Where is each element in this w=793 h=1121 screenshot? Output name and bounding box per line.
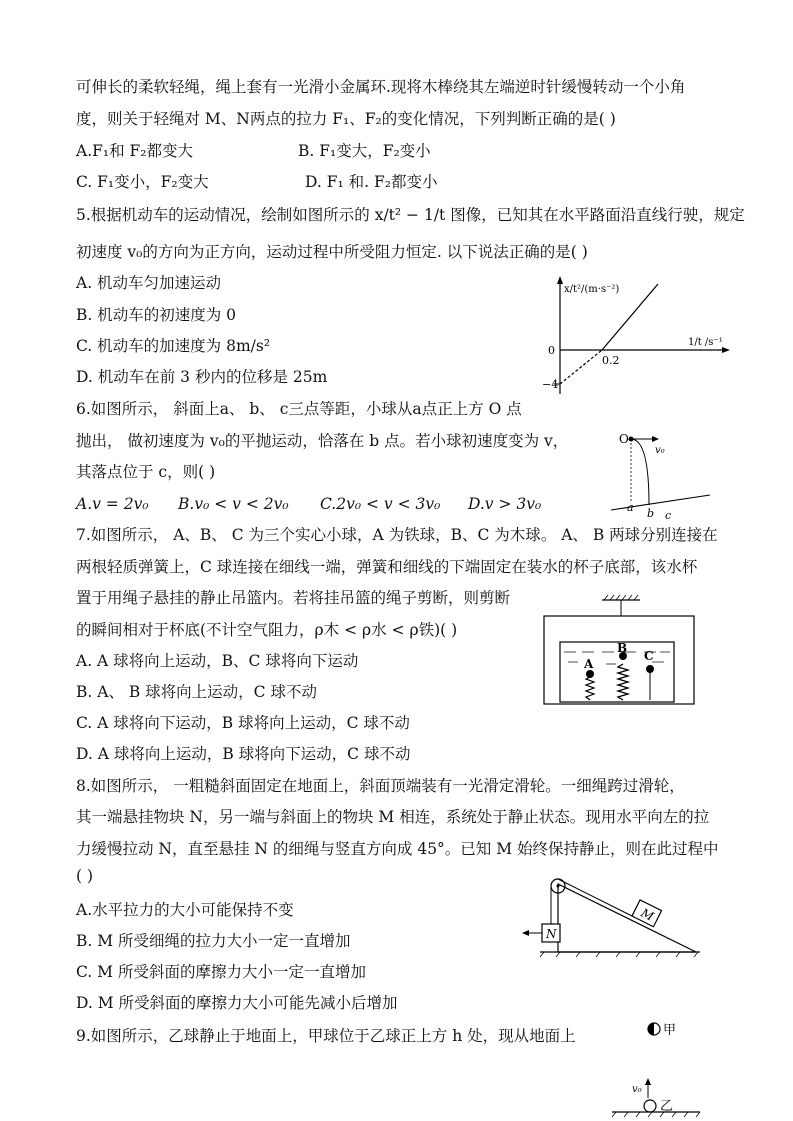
q6-line1: 6.如图所示， 斜面上a、 b、 c三点等距，小球从a点正上方 O 点 <box>76 400 522 418</box>
label-yi: 乙 <box>660 1099 674 1114</box>
q8-line4: ( ) <box>76 867 94 885</box>
q7-line4: 的瞬间相对于杯底(不计空气阻力，ρ木 < ρ水 < ρ铁)( ) <box>76 621 458 639</box>
q8-option-c: C. M 所受斜面的摩擦力大小一定一直增加 <box>76 963 366 981</box>
incline-line <box>611 495 710 510</box>
q4-line2: 度，则关于轻绳对 M、N两点的拉力 F₁、F₂的变化情况，下列判断正确的是( ) <box>76 110 616 128</box>
y-axis-label: x/t²/(m·s⁻²) <box>564 284 620 295</box>
q8-figure <box>520 872 710 962</box>
q4-option-c: C. F₁变小，F₂变大 <box>76 173 209 191</box>
q5-line1: 5.根据机动车的运动情况，绘制如图所示的 x/t² − 1/t 图像，已知其在水平路面沿直线行驶，规定 <box>76 206 745 224</box>
q8-option-b: B. M 所受细绳的拉力大小一定一直增加 <box>76 932 351 950</box>
ball-a <box>586 670 594 678</box>
q5-line2: 初速度 v₀的方向为正方向，运动过程中所受阻力恒定. 以下说法正确的是( ) <box>76 243 588 261</box>
ceiling-hatch <box>604 595 638 600</box>
q4-option-a: A.F₁和 F₂都变大 <box>76 142 193 160</box>
q5-option-d: D. 机动车在前 3 秒内的位移是 25m <box>76 368 328 386</box>
q7-option-c: C. A 球将向下运动，B 球将向上运动，C 球不动 <box>76 714 410 732</box>
ground-hatch <box>540 952 698 957</box>
q8-line3: 力缓慢拉动 N，直至悬挂 N 的细绳与竖直方向成 45°。已知 M 始终保持静止，则在此过程中 <box>76 840 719 858</box>
pulley-axle <box>557 885 560 888</box>
q4-line1: 可伸长的柔软轻绳，绳上套有一光滑小金属环.现将木棒绕其左端逆时针缓慢转动一个小角 <box>76 78 686 96</box>
q6-line2: 抛出， 做初速度为 v₀的平抛运动，恰落在 b 点。若小球初速度变为 v， <box>76 432 569 450</box>
q6-option-b: B.v₀ < v < 2v₀ <box>178 495 289 513</box>
q6-option-d: D.v > 3v₀ <box>468 495 542 513</box>
label-b: B <box>617 641 628 655</box>
x-axis-label: 1/t /s⁻¹ <box>688 337 723 348</box>
ground-hatch <box>612 1112 700 1117</box>
q7-figure <box>540 592 700 710</box>
spring-a <box>586 677 594 700</box>
q8-line1: 8.如图所示， 一粗糙斜面固定在地面上，斜面顶端装有一光滑定滑轮。一细绳跨过滑轮， <box>76 777 685 795</box>
q5-option-b: B. 机动车的初速度为 0 <box>76 306 237 324</box>
q5-option-a: A. 机动车匀加速运动 <box>76 274 222 292</box>
x-tick-label: 0.2 <box>602 354 620 367</box>
label-v0: v₀ <box>632 1084 642 1095</box>
label-jia: 甲 <box>663 1023 677 1038</box>
ball-c <box>646 665 654 673</box>
label-a: A <box>584 657 594 671</box>
q6-figure <box>605 425 715 525</box>
label-m: M <box>638 905 656 924</box>
y-axis-arrow <box>557 276 563 284</box>
x-axis-arrow <box>722 347 730 353</box>
label-v0: v₀ <box>655 445 665 456</box>
q8-option-d: D. M 所受斜面的摩擦力大小可能先减小后增加 <box>76 994 398 1012</box>
incline <box>558 884 696 952</box>
q7-option-a: A. A 球将向上运动，B、C 球将向下运动 <box>76 652 359 670</box>
q4-option-b: B. F₁变大，F₂变小 <box>298 142 431 160</box>
q7-line3: 置于用绳子悬挂的静止吊篮内。若将挂吊篮的绳子剪断，则剪断 <box>76 589 511 607</box>
q8-option-a: A.水平拉力的大小可能保持不变 <box>76 901 294 919</box>
ball-jia-shade <box>648 1023 654 1035</box>
v0-arrowhead <box>645 1078 651 1085</box>
q4-option-d: D. F₁ 和. F₂都变小 <box>305 173 438 191</box>
q6-option-a: A.v = 2v₀ <box>76 495 149 513</box>
q7-line1: 7.如图所示， A、B、 C 为三个实心小球，A 为铁球，B、C 为木球。 A、 B 两球分别连接在 <box>76 526 718 544</box>
q6-option-c: C.2v₀ < v < 3v₀ <box>320 495 441 513</box>
ball-yi <box>644 1100 656 1112</box>
q7-option-b: B. A、 B 球将向上运动，C 球不动 <box>76 683 317 701</box>
q8-line2: 其一端悬挂物块 N，另一端与斜面上的物块 M 相连，系统处于静止状态。现用水平向左的拉 <box>76 808 710 826</box>
q5-graph <box>520 272 740 402</box>
label-c: c <box>665 509 672 522</box>
y-tick-label: −4 <box>542 378 559 391</box>
v0-arrowhead <box>652 436 659 442</box>
origin-label: 0 <box>548 344 555 357</box>
q7-option-d: D. A 球将向上运动，B 球将向下运动，C 球不动 <box>76 745 411 763</box>
rope-to-m <box>558 879 632 916</box>
pull-arrowhead <box>522 930 529 936</box>
label-n: N <box>546 927 557 941</box>
label-a: a <box>627 501 634 514</box>
q5-option-c: C. 机动车的加速度为 8m/s² <box>76 337 271 355</box>
dashed-line-segment <box>560 350 602 384</box>
label-c: C <box>644 649 654 663</box>
spring-b <box>618 664 628 700</box>
trajectory <box>631 439 649 505</box>
q9-figure <box>600 1012 710 1120</box>
q6-line3: 其落点位于 c，则( ) <box>76 463 216 481</box>
label-b: b <box>647 507 655 520</box>
label-o: O <box>619 432 629 446</box>
q9-line1: 9.如图所示，乙球静止于地面上，甲球位于乙球正上方 h 处，现从地面上 <box>76 1027 576 1045</box>
q7-line2: 两根轻质弹簧上，C 球连接在细线一端，弹簧和细线的下端固定在装水的杯子底部，该水杯 <box>76 558 698 576</box>
